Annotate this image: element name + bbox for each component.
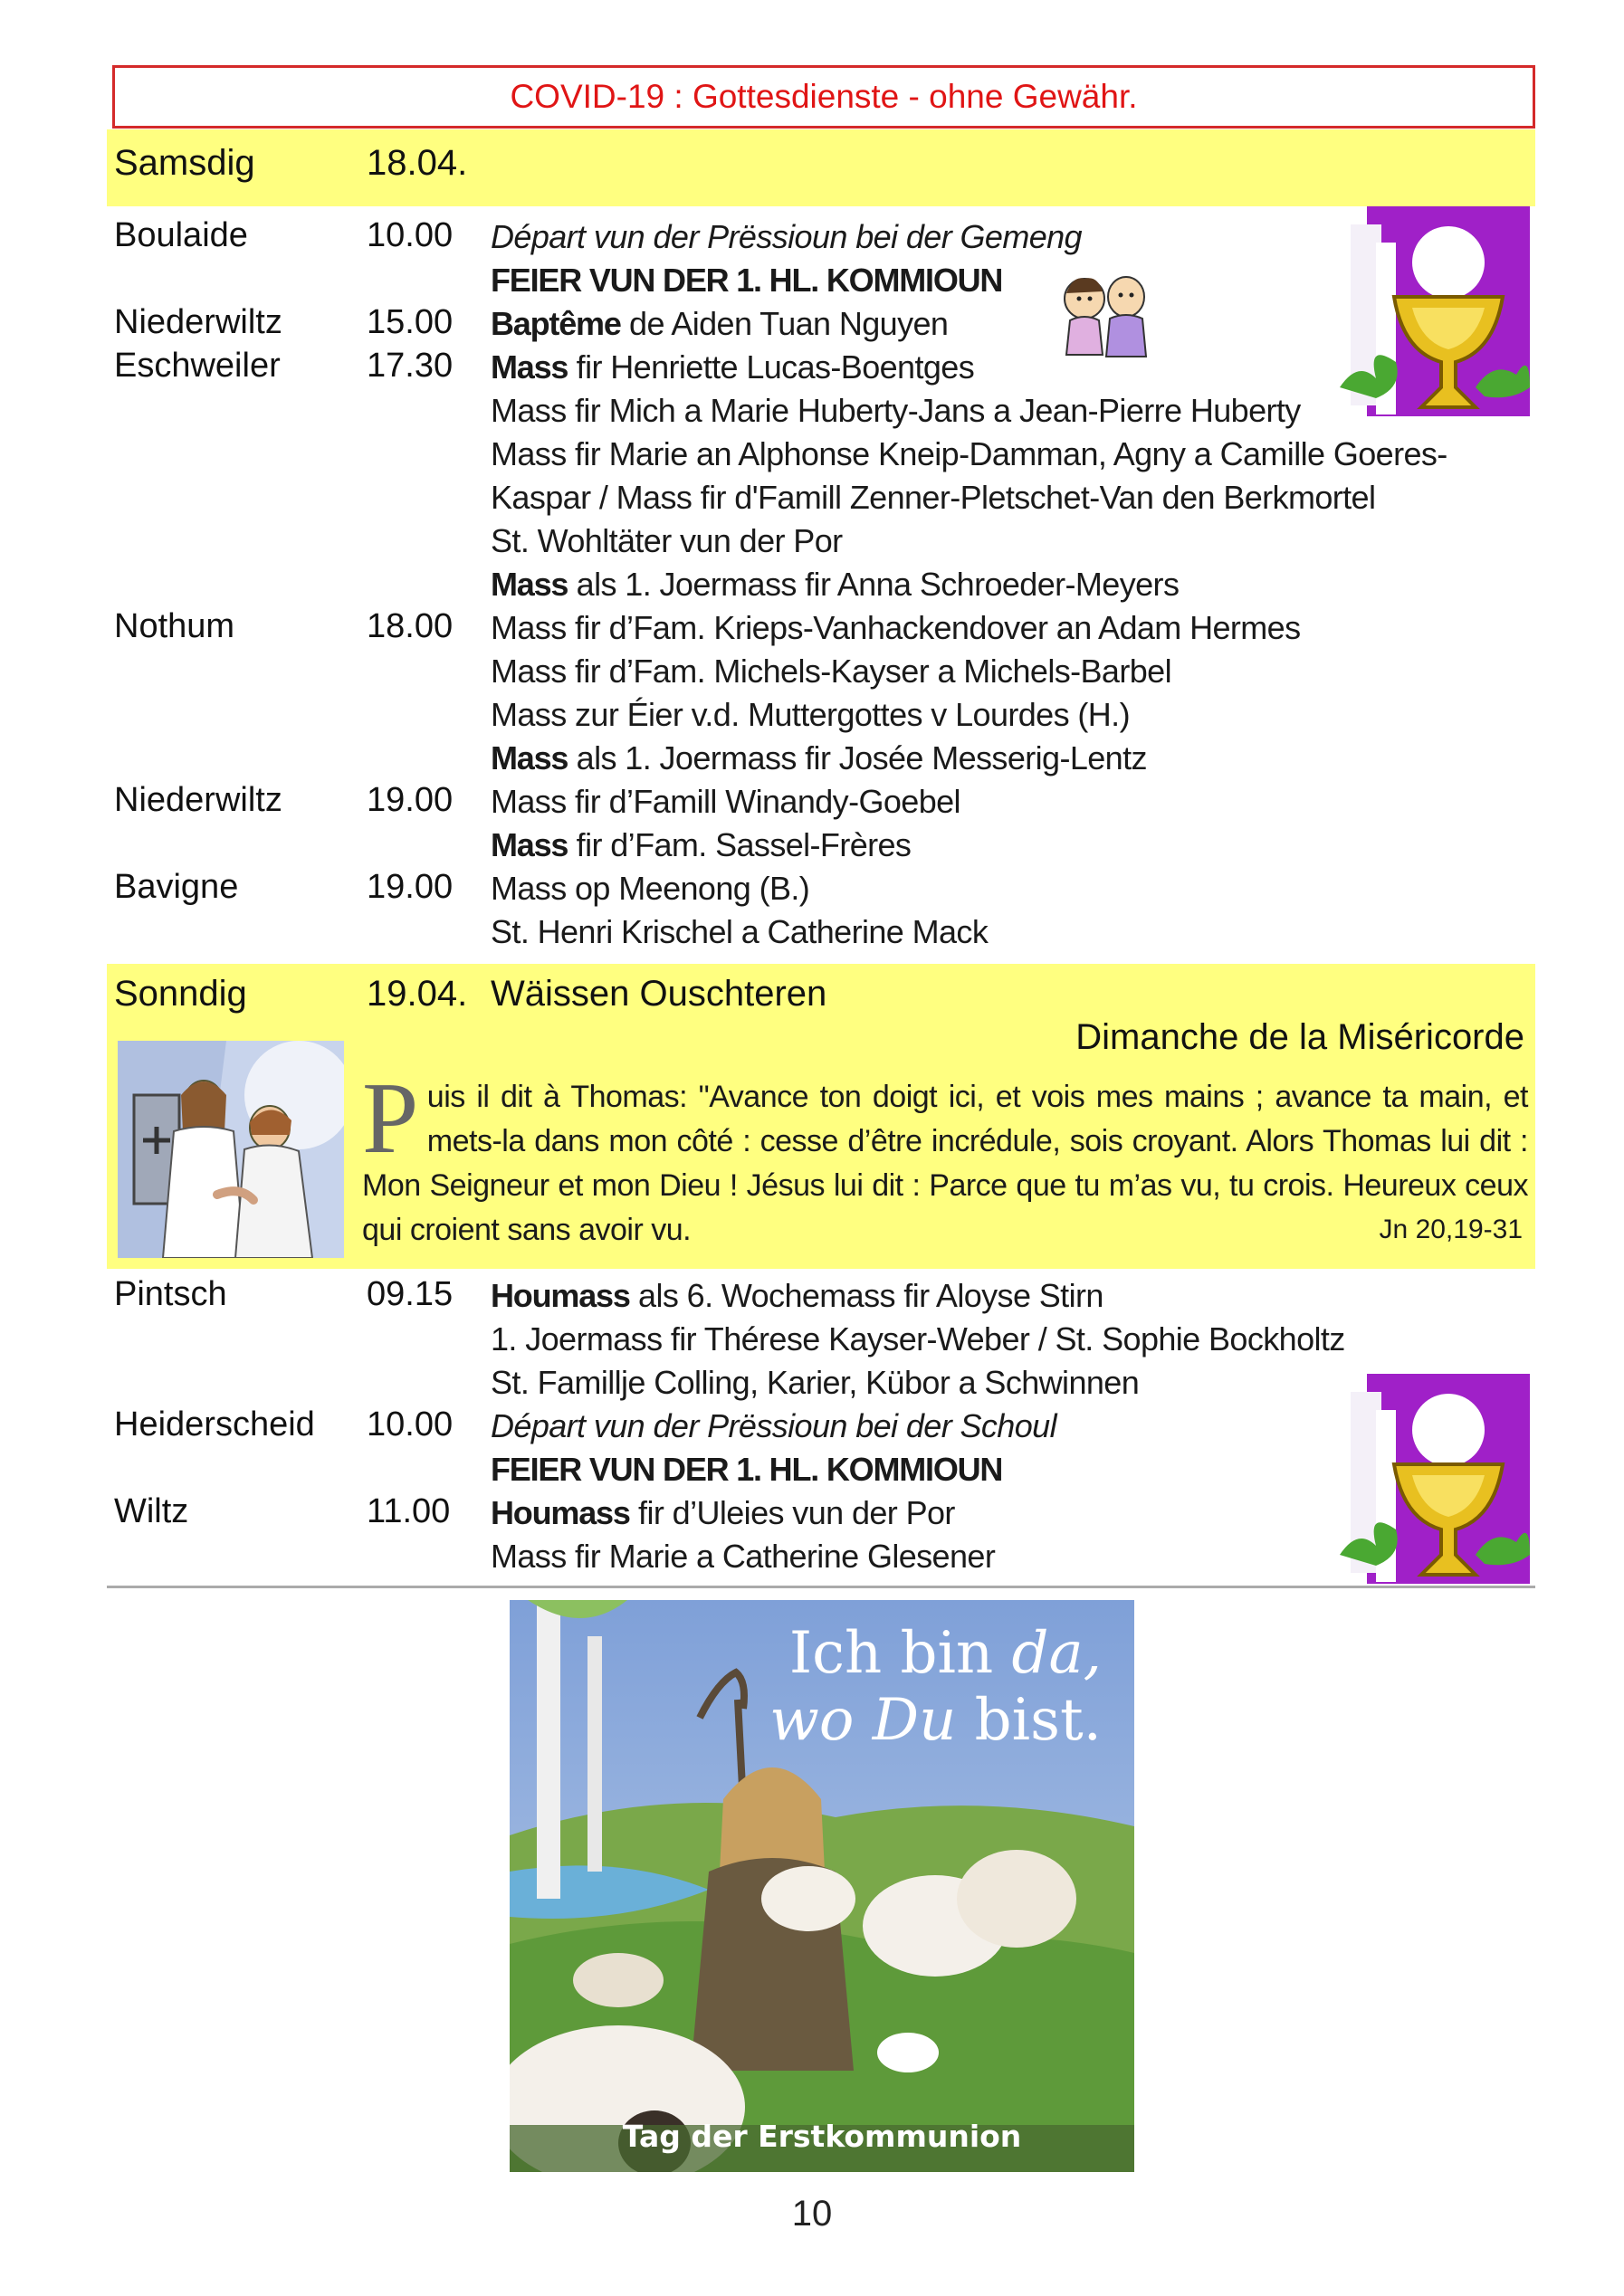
place-bavigne: Bavigne xyxy=(114,868,239,906)
bold-word: Mass xyxy=(491,826,568,863)
banner-tagline: Tag der Erstkommunion xyxy=(622,2119,1022,2154)
time-eschweiler: 17.30 xyxy=(367,347,454,385)
line-rest: de Aiden Tuan Nguyen xyxy=(620,305,949,342)
line-rest: als 1. Joermass fir Anna Schroeder-Meyers xyxy=(568,566,1180,603)
pintsch-line-1 xyxy=(491,1274,1103,1318)
banner-line-1b: da, xyxy=(1011,1620,1102,1687)
eschweiler-line-3: Mass fir Marie an Alphonse Kneip-Damman, Agny a Camille Goeres- xyxy=(491,435,1447,472)
banner-headline-line-1 xyxy=(769,1620,1102,1687)
eschweiler-line-1 xyxy=(491,346,974,389)
time-bavigne: 19.00 xyxy=(367,868,454,906)
niederwiltz-1-line-1 xyxy=(491,302,948,346)
line-rest: fir d’Uleies vun der Por xyxy=(629,1494,955,1531)
gospel-quote xyxy=(362,1062,1528,1253)
sunday-day: Sonndig xyxy=(114,974,247,1014)
covid-notice xyxy=(112,65,1535,129)
wiltz-line-1 xyxy=(491,1491,955,1535)
line-rest: als 6. Wochemass fir Aloyse Stirn xyxy=(629,1277,1103,1314)
saturday-date: 18.04. xyxy=(367,143,468,183)
time-boulaide: 10.00 xyxy=(367,216,454,254)
time-nothum: 18.00 xyxy=(367,607,454,645)
eschweiler-line-5: St. Wohltäter vun der Por xyxy=(491,522,843,559)
banner-line-1a: Ich bin xyxy=(788,1620,1012,1687)
eschweiler-line-6 xyxy=(491,563,1179,606)
niederwiltz-2-line-2 xyxy=(491,824,911,867)
line-rest: fir d’Fam. Sassel-Frères xyxy=(568,826,912,863)
place-boulaide: Boulaide xyxy=(114,216,248,254)
nothum-line-4 xyxy=(491,737,1147,780)
saturday-day: Samsdig xyxy=(114,143,255,183)
bavigne-line-2: St. Henri Krischel a Catherine Mack xyxy=(491,913,989,950)
time-niederwiltz-1: 15.00 xyxy=(367,303,454,341)
covid-notice-text: COVID-19 : Gottesdienste - ohne Gewähr. xyxy=(510,78,1138,115)
saturday-header-band xyxy=(107,129,1535,206)
first-communion-banner xyxy=(510,1600,1134,2172)
time-pintsch: 09.15 xyxy=(367,1275,454,1313)
pintsch-line-2: 1. Joermass fir Thérese Kayser-Weber / St. Sophie Bockholtz xyxy=(491,1320,1345,1358)
baptism-children-icon xyxy=(1056,272,1155,362)
sunday-date: 19.04. xyxy=(367,974,468,1014)
bold-word: Mass xyxy=(491,348,568,386)
bold-word: Mass xyxy=(491,739,568,776)
bold-word: Houmass xyxy=(491,1494,630,1531)
time-wiltz: 11.00 xyxy=(367,1492,451,1530)
sunday-feast-subtitle: Dimanche de la Miséricorde xyxy=(1075,1017,1524,1057)
heiderscheid-line-1: Départ vun der Prëssioun bei der Schoul xyxy=(491,1407,1056,1444)
communion-chalice-icon-2 xyxy=(1340,1374,1530,1584)
section-divider xyxy=(107,1586,1535,1588)
banner-line-2b: bist. xyxy=(956,1687,1102,1754)
sunday-feast-title: Wäissen Ouschteren xyxy=(491,974,827,1014)
bavigne-line-1: Mass op Meenong (B.) xyxy=(491,870,810,907)
time-niederwiltz-2: 19.00 xyxy=(367,781,454,819)
heiderscheid-line-2: FEIER VUN DER 1. HL. KOMMIOUN xyxy=(491,1451,1003,1488)
pintsch-line-3: St. Familljе Colling, Karier, Kübor a Schwinnen xyxy=(491,1364,1140,1401)
line-rest: als 1. Joermass fir Josée Messerig-Lentz xyxy=(568,739,1147,776)
bold-word: Houmass xyxy=(491,1277,630,1314)
communion-chalice-icon xyxy=(1340,206,1530,416)
quote-dropcap: P xyxy=(362,1062,418,1175)
place-heiderscheid: Heiderscheid xyxy=(114,1405,315,1443)
eschweiler-line-2: Mass fir Mich a Marie Huberty-Jans a Jean-Pierre Huberty xyxy=(491,392,1301,429)
niederwiltz-2-line-1: Mass fir d’Famill Winandy-Goebel xyxy=(491,783,960,820)
eschweiler-line-4: Kaspar / Mass fir d'Famill Zenner-Pletschet-Van den Berkmortel xyxy=(491,479,1376,516)
banner-line-2a: wo Du xyxy=(769,1687,957,1754)
banner-headline-line-2 xyxy=(769,1687,1102,1754)
banner-headline xyxy=(769,1620,1102,1754)
nothum-line-3: Mass zur Éier v.d. Muttergottes v Lourdes (H.) xyxy=(491,696,1130,733)
line-rest: fir Henriette Lucas-Boentges xyxy=(568,348,975,386)
place-niederwiltz-1: Niederwiltz xyxy=(114,303,282,341)
bold-word: Baptême xyxy=(491,305,621,342)
quote-text: uis il dit à Thomas: "Avance ton doigt ici, et vois mes mains ; avance ta main, et mets-la dans mon côté : cesse d’être incrédule, sois croyant. Alors Thomas lui dit : Mon Seigneur et mon Dieu ! Jésus lui dit : Parce que tu m’as vu, tu crois. Heureux ceux qui croient sans avoir vu. xyxy=(362,1080,1528,1247)
place-eschweiler: Eschweiler xyxy=(114,347,281,385)
place-wiltz: Wiltz xyxy=(114,1492,189,1530)
bold-word: Mass xyxy=(491,566,568,603)
doubting-thomas-illustration xyxy=(118,1041,344,1258)
wiltz-line-2: Mass fir Marie a Catherine Glesener xyxy=(491,1538,996,1575)
boulaide-line-1: Départ vun der Prëssioun bei der Gemeng xyxy=(491,218,1082,255)
page-number: 10 xyxy=(791,2194,833,2234)
place-nothum: Nothum xyxy=(114,607,235,645)
place-pintsch: Pintsch xyxy=(114,1275,227,1313)
nothum-line-1: Mass fir d’Fam. Krieps-Vanhackendover an Adam Hermes xyxy=(491,609,1301,646)
quote-reference: Jn 20,19-31 xyxy=(1379,1215,1523,1244)
boulaide-line-2: FEIER VUN DER 1. HL. KOMMIOUN xyxy=(491,262,1003,299)
place-niederwiltz-2: Niederwiltz xyxy=(114,781,282,819)
nothum-line-2: Mass fir d’Fam. Michels-Kayser a Michels-Barbel xyxy=(491,653,1171,690)
time-heiderscheid: 10.00 xyxy=(367,1405,454,1443)
